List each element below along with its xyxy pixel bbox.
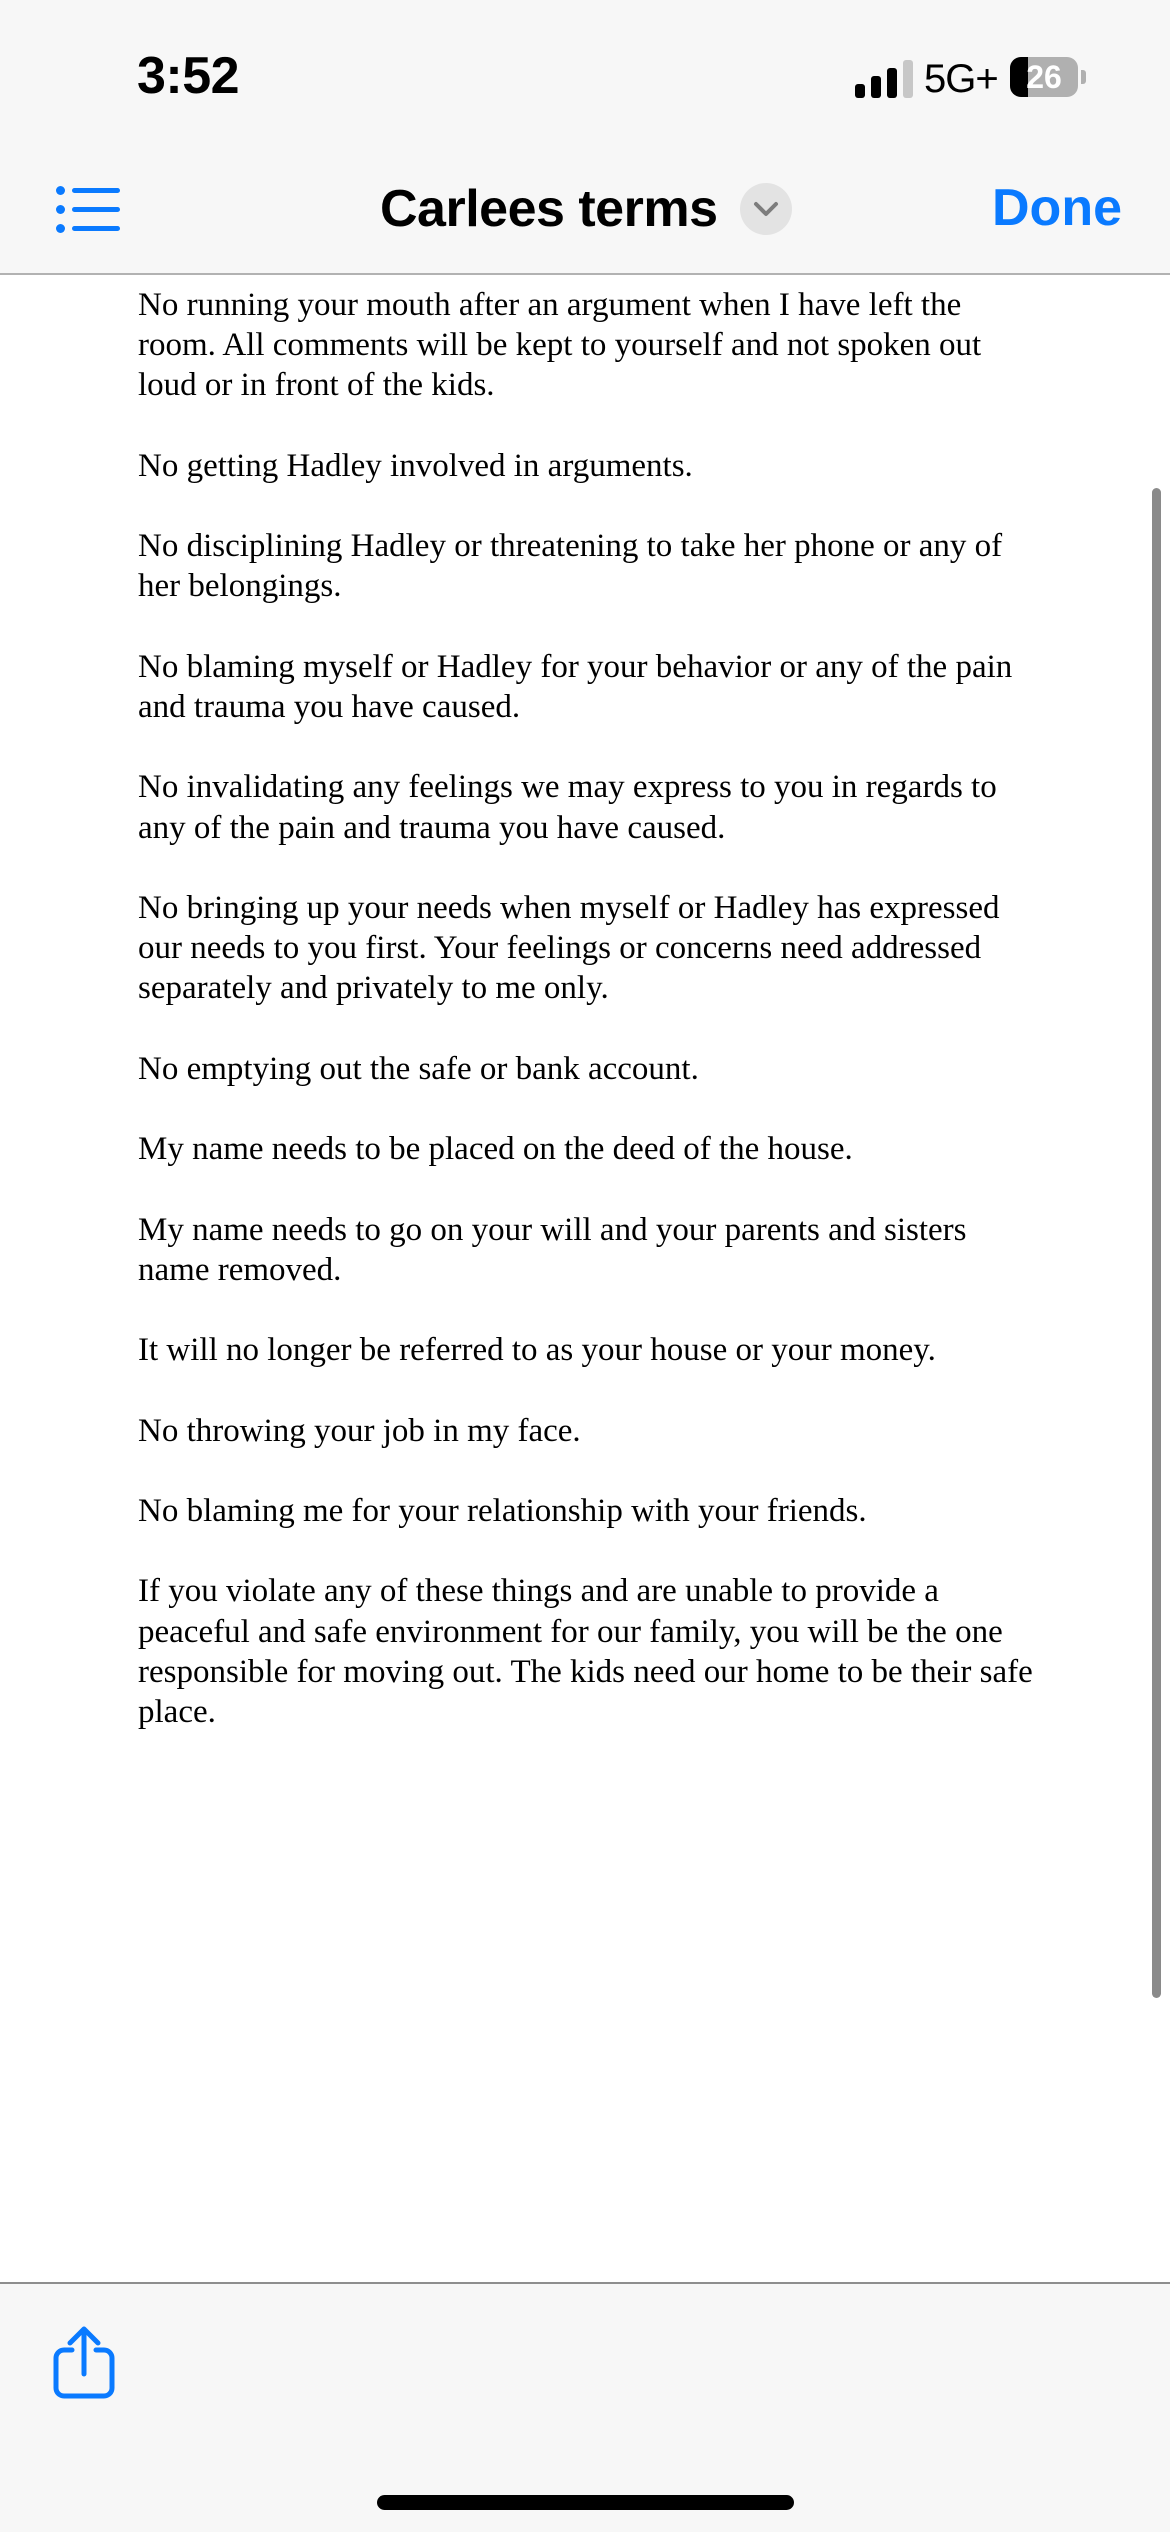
document-paragraph: No blaming myself or Hadley for your behavior or any of the pain and trauma you have caused. <box>138 648 1013 725</box>
vertical-scrollbar[interactable] <box>1152 488 1161 1998</box>
battery-icon <box>1010 57 1078 97</box>
document-paragraph: No running your mouth after an argument when I have left the room. All comments will be kept to yourself and not spoken out loud or in front of the kids. <box>138 287 982 404</box>
bottom-toolbar <box>0 2282 1170 2532</box>
chevron-down-glyph <box>753 201 779 217</box>
status-bar <box>0 0 1170 140</box>
document-paragraph: My name needs to be placed on the deed of the house. <box>138 1131 853 1168</box>
share-glyph <box>50 2324 118 2402</box>
document-paragraph: No invalidating any feelings we may express to you in regards to any of the pain and trauma you have caused. <box>138 769 997 846</box>
document-paragraph: No throwing your job in my face. <box>138 1412 581 1449</box>
list-dot <box>56 205 65 214</box>
document-paragraph: If you violate any of these things and are unable to provide a peaceful and safe environment for our family, you will be the one responsible for moving out. The kids need our home to be their safe place. <box>138 1573 1033 1730</box>
list-line <box>72 188 120 193</box>
document-paragraph: No blaming me for your relationship with your friends. <box>138 1492 867 1529</box>
document-paragraph: It will no longer be referred to as your house or your money. <box>138 1332 936 1369</box>
signal-bar <box>855 84 865 98</box>
document-title-menu[interactable] <box>380 176 792 242</box>
chevron-down-icon[interactable] <box>740 183 792 235</box>
done-button[interactable]: Done <box>992 179 1122 237</box>
navigation-bar <box>0 140 1170 275</box>
document-paragraph: No disciplining Hadley or threatening to take her phone or any of her belongings. <box>138 528 1003 605</box>
network-type: 5G+ <box>924 57 998 101</box>
document-paragraph: No bringing up your needs when myself or Hadley has expressed our needs to you first. Your feelings or concerns need addressed separately and privately to me only. <box>138 889 1000 1007</box>
share-icon[interactable] <box>50 2324 118 2402</box>
document-view[interactable] <box>0 275 1170 2282</box>
document-body <box>138 285 1038 1772</box>
list-dot <box>56 224 65 233</box>
cellular-signal-icon <box>855 60 915 98</box>
document-title: Carlees terms <box>380 180 718 238</box>
signal-bar <box>903 60 913 98</box>
document-paragraph: No emptying out the safe or bank account. <box>138 1050 699 1087</box>
home-indicator[interactable] <box>377 2495 794 2510</box>
list-line <box>72 226 120 231</box>
battery-percent: 26 <box>1026 59 1062 95</box>
status-time: 3:52 <box>137 47 240 105</box>
document-paragraph: No getting Hadley involved in arguments. <box>138 447 693 484</box>
document-paragraph: My name needs to go on your will and your parents and sisters name removed. <box>138 1211 967 1288</box>
list-dot <box>56 186 65 195</box>
list-bullet-icon[interactable] <box>50 180 126 236</box>
signal-bar <box>887 68 897 98</box>
battery-tip <box>1081 70 1086 84</box>
signal-bar <box>871 76 881 98</box>
list-line <box>72 207 120 212</box>
